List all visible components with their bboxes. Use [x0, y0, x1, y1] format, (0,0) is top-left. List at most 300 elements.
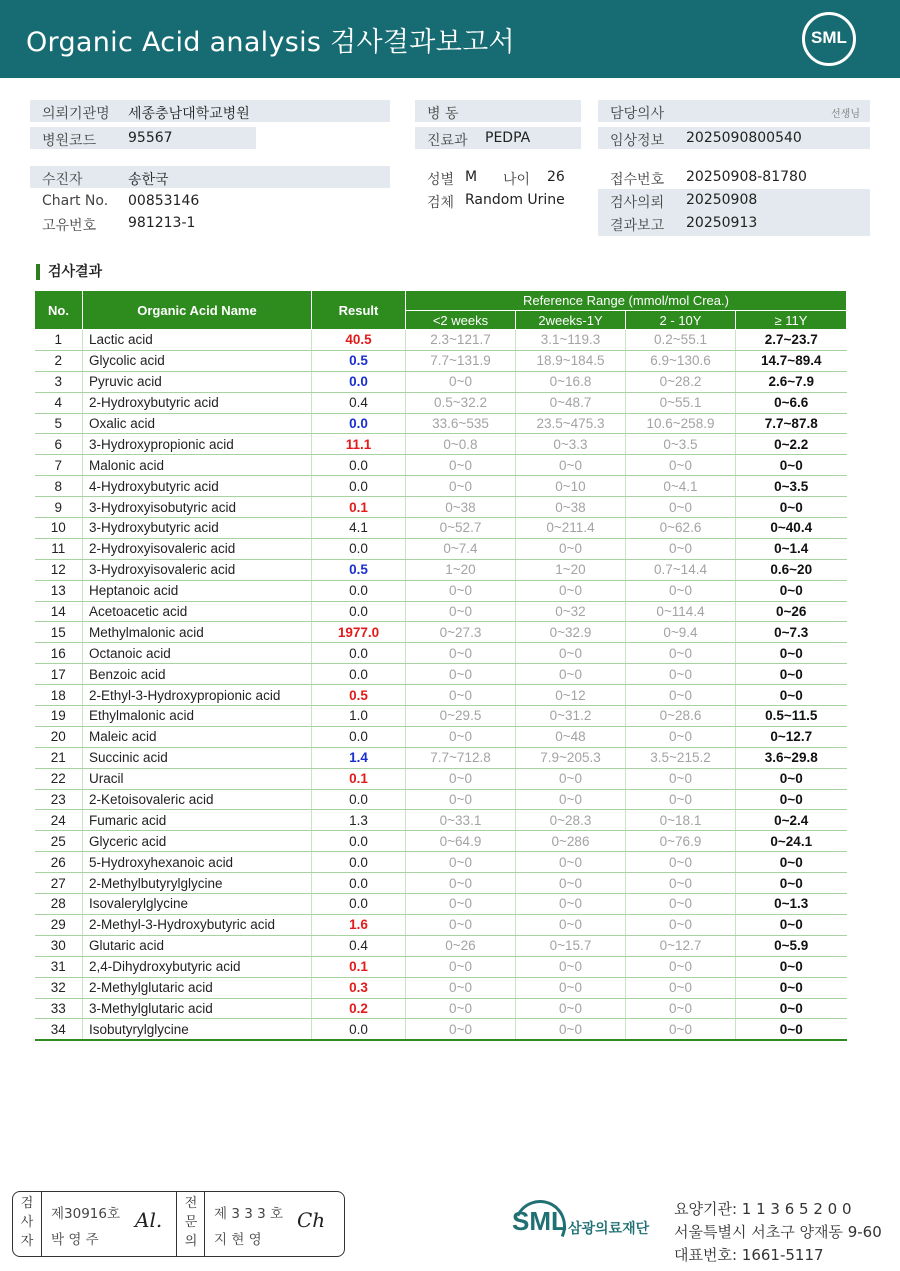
acid-name: Malonic acid — [83, 455, 312, 476]
ref-ge11y: 0~24.1 — [736, 831, 847, 852]
doctor-label: 담당의사 — [610, 106, 665, 122]
ref-ge11y: 0~0 — [736, 455, 847, 476]
result-value: 0.0 — [312, 538, 406, 559]
table-row — [35, 413, 847, 434]
sex-label: 성별 — [427, 172, 455, 188]
acid-name: 3-Methylglutaric acid — [83, 998, 312, 1019]
ref-2-10y: 0~0 — [626, 998, 736, 1019]
dept-label: 진료과 — [427, 133, 468, 149]
acid-name: 3-Hydroxybutyric acid — [83, 518, 312, 539]
ref-ge11y: 0~0 — [736, 1019, 847, 1040]
ref-2w1y: 0~0 — [516, 894, 626, 915]
table-row — [35, 434, 847, 455]
ref-2w1y: 0~15.7 — [516, 935, 626, 956]
row-number: 22 — [35, 768, 83, 789]
ref-lt2w: 7.7~131.9 — [406, 350, 516, 371]
ref-lt2w: 0~0 — [406, 789, 516, 810]
result-value: 0.0 — [312, 413, 406, 434]
chart-value: 00853146 — [128, 193, 200, 209]
ref-2-10y: 0.2~55.1 — [626, 330, 736, 351]
ref-2w1y: 0~0 — [516, 768, 626, 789]
sml-logo-icon: SML — [802, 12, 856, 66]
receipt-label: 접수번호 — [610, 172, 665, 188]
ref-2-10y: 0.7~14.4 — [626, 559, 736, 580]
table-row — [35, 685, 847, 706]
ref-ge11y: 0~2.2 — [736, 434, 847, 455]
acid-name: Isovalerylglycine — [83, 894, 312, 915]
ref-2w1y: 0~48 — [516, 726, 626, 747]
ref-2-10y: 0~55.1 — [626, 392, 736, 413]
ref-ge11y: 0~1.3 — [736, 894, 847, 915]
acid-name: 3-Hydroxyisobutyric acid — [83, 497, 312, 518]
ref-2-10y: 0~0 — [626, 873, 736, 894]
specimen-label: 검체 — [427, 195, 455, 211]
doctor-field — [598, 100, 870, 122]
hospital-code-value: 95567 — [128, 130, 173, 146]
ref-2-10y: 0~0 — [626, 455, 736, 476]
acid-name: Fumaric acid — [83, 810, 312, 831]
row-number: 4 — [35, 392, 83, 413]
table-row — [35, 643, 847, 664]
sex-value: M — [465, 169, 478, 185]
ref-ge11y: 0~7.3 — [736, 622, 847, 643]
acid-name: 3-Hydroxyisovaleric acid — [83, 559, 312, 580]
result-value: 0.0 — [312, 455, 406, 476]
table-row — [35, 747, 847, 768]
ref-ge11y: 0.6~20 — [736, 559, 847, 580]
result-value: 11.1 — [312, 434, 406, 455]
acid-name: Heptanoic acid — [83, 580, 312, 601]
ward-label: 병 동 — [427, 106, 459, 122]
institution-value: 세종충남대학교병원 — [128, 106, 250, 122]
row-number: 2 — [35, 350, 83, 371]
row-number: 5 — [35, 413, 83, 434]
acid-name: 2-Ethyl-3-Hydroxypropionic acid — [83, 685, 312, 706]
age-value: 26 — [547, 169, 565, 185]
result-value: 0.0 — [312, 789, 406, 810]
hospital-code-field — [30, 127, 256, 149]
ref-2-10y: 0~0 — [626, 977, 736, 998]
footer-logo — [512, 1200, 662, 1256]
acid-name: Acetoacetic acid — [83, 601, 312, 622]
row-number: 1 — [35, 330, 83, 351]
ref-ge11y: 0~6.6 — [736, 392, 847, 413]
stamp-doc-heading: 전 문 의 — [184, 1196, 198, 1249]
table-row — [35, 350, 847, 371]
table-row — [35, 601, 847, 622]
ref-2-10y: 0~0 — [626, 852, 736, 873]
footer-institution-code: 요양기관: 1 1 3 6 5 2 0 0 — [674, 1200, 852, 1218]
ref-ge11y: 0~5.9 — [736, 935, 847, 956]
row-number: 15 — [35, 622, 83, 643]
results-table — [34, 290, 847, 1041]
report-title: Organic Acid analysis 검사결과보고서 — [26, 27, 515, 58]
ref-2-10y: 0~0 — [626, 726, 736, 747]
ref-lt2w: 33.6~535 — [406, 413, 516, 434]
ref-2-10y: 3.5~215.2 — [626, 747, 736, 768]
row-number: 11 — [35, 538, 83, 559]
table-row — [35, 810, 847, 831]
ref-ge11y: 0~12.7 — [736, 726, 847, 747]
row-number: 27 — [35, 873, 83, 894]
ref-2-10y: 10.6~258.9 — [626, 413, 736, 434]
chart-label: Chart No. — [42, 193, 109, 209]
table-row — [35, 497, 847, 518]
result-value: 1.3 — [312, 810, 406, 831]
ref-lt2w: 0.5~32.2 — [406, 392, 516, 413]
ref-lt2w: 0~52.7 — [406, 518, 516, 539]
ref-lt2w: 7.7~712.8 — [406, 747, 516, 768]
result-value: 0.0 — [312, 894, 406, 915]
acid-name: 2-Hydroxyisovaleric acid — [83, 538, 312, 559]
table-row — [35, 768, 847, 789]
ref-2w1y: 0~0 — [516, 977, 626, 998]
institution-field — [30, 100, 390, 122]
ref-ge11y: 7.7~87.8 — [736, 413, 847, 434]
ref-2w1y: 0~3.3 — [516, 434, 626, 455]
table-row — [35, 664, 847, 685]
ref-lt2w: 0~0 — [406, 894, 516, 915]
ref-lt2w: 0~0 — [406, 873, 516, 894]
col-header-2-10y: 2 - 10Y — [626, 311, 736, 330]
ref-2-10y: 0~18.1 — [626, 810, 736, 831]
report-header — [0, 0, 900, 78]
acid-name: Uracil — [83, 768, 312, 789]
row-number: 13 — [35, 580, 83, 601]
ref-lt2w: 0~26 — [406, 935, 516, 956]
clinical-label: 임상정보 — [610, 133, 665, 149]
table-row — [35, 873, 847, 894]
ref-lt2w: 0~0 — [406, 768, 516, 789]
table-row — [35, 935, 847, 956]
acid-name: Lactic acid — [83, 330, 312, 351]
dept-value: PEDPA — [485, 130, 531, 146]
row-number: 19 — [35, 706, 83, 727]
acid-name: 2-Ketoisovaleric acid — [83, 789, 312, 810]
acid-name: Glycolic acid — [83, 350, 312, 371]
ref-2-10y: 0~0 — [626, 1019, 736, 1040]
ref-ge11y: 0~0 — [736, 664, 847, 685]
col-header-name: Organic Acid Name — [83, 291, 312, 330]
result-value: 0.0 — [312, 852, 406, 873]
ref-2w1y: 0~0 — [516, 538, 626, 559]
sex-age-field — [415, 166, 585, 188]
ref-2-10y: 0~0 — [626, 914, 736, 935]
row-number: 24 — [35, 810, 83, 831]
acid-name: Pyruvic acid — [83, 371, 312, 392]
specimen-field — [415, 189, 585, 211]
ref-2w1y: 7.9~205.3 — [516, 747, 626, 768]
row-number: 3 — [35, 371, 83, 392]
ref-ge11y: 0~2.4 — [736, 810, 847, 831]
signature-stamp — [12, 1191, 345, 1257]
result-value: 0.0 — [312, 601, 406, 622]
ref-ge11y: 0~0 — [736, 685, 847, 706]
table-row — [35, 706, 847, 727]
institution-label: 의뢰기관명 — [42, 106, 110, 122]
result-value: 0.4 — [312, 935, 406, 956]
col-header-ge11y: ≥ 11Y — [736, 311, 847, 330]
unique-label: 고유번호 — [42, 218, 97, 234]
result-value: 0.0 — [312, 580, 406, 601]
row-number: 8 — [35, 476, 83, 497]
footer-phone: 대표번호: 1661-5117 — [674, 1246, 824, 1264]
ref-2-10y: 0~0 — [626, 789, 736, 810]
age-label: 나이 — [503, 172, 531, 188]
ref-lt2w: 2.3~121.7 — [406, 330, 516, 351]
request-label: 검사의뢰 — [610, 195, 665, 211]
ref-ge11y: 0~0 — [736, 768, 847, 789]
doctor-suffix: 선생님 — [831, 109, 860, 120]
clinical-value: 2025090800540 — [686, 130, 802, 146]
table-row — [35, 538, 847, 559]
ref-lt2w: 0~27.3 — [406, 622, 516, 643]
clinical-field — [598, 127, 870, 149]
ref-2-10y: 0~0 — [626, 956, 736, 977]
ref-2w1y: 0~0 — [516, 643, 626, 664]
ref-2w1y: 0~16.8 — [516, 371, 626, 392]
table-row — [35, 852, 847, 873]
ref-lt2w: 0~0 — [406, 643, 516, 664]
ref-2-10y: 0~114.4 — [626, 601, 736, 622]
col-header-result: Result — [312, 291, 406, 330]
ref-2-10y: 0~12.7 — [626, 935, 736, 956]
table-row — [35, 1019, 847, 1040]
patient-field — [30, 166, 390, 188]
row-number: 21 — [35, 747, 83, 768]
table-row — [35, 998, 847, 1019]
row-number: 33 — [35, 998, 83, 1019]
acid-name: Methylmalonic acid — [83, 622, 312, 643]
ref-ge11y: 0~0 — [736, 497, 847, 518]
acid-name: 2-Methyl-3-Hydroxybutyric acid — [83, 914, 312, 935]
ref-2w1y: 0~31.2 — [516, 706, 626, 727]
ref-2-10y: 0~0 — [626, 768, 736, 789]
row-number: 9 — [35, 497, 83, 518]
ref-2-10y: 0~0 — [626, 497, 736, 518]
ref-ge11y: 0~0 — [736, 852, 847, 873]
result-value: 0.1 — [312, 956, 406, 977]
ref-lt2w: 0~0 — [406, 580, 516, 601]
table-row — [35, 559, 847, 580]
ref-2-10y: 0~0 — [626, 580, 736, 601]
table-row — [35, 371, 847, 392]
row-number: 26 — [35, 852, 83, 873]
acid-name: Succinic acid — [83, 747, 312, 768]
stamp-tech-heading: 검 사 자 — [20, 1196, 34, 1249]
result-value: 0.2 — [312, 998, 406, 1019]
ref-ge11y: 0~0 — [736, 998, 847, 1019]
result-value: 1.0 — [312, 706, 406, 727]
ref-lt2w: 0~0 — [406, 852, 516, 873]
request-report-field — [598, 189, 870, 236]
stamp-tech-license: 제30916호 — [51, 1206, 121, 1222]
table-row — [35, 518, 847, 539]
table-row — [35, 580, 847, 601]
ref-2-10y: 0~0 — [626, 685, 736, 706]
table-row — [35, 622, 847, 643]
row-number: 14 — [35, 601, 83, 622]
ref-2-10y: 0~0 — [626, 538, 736, 559]
row-number: 28 — [35, 894, 83, 915]
table-row — [35, 476, 847, 497]
ref-2w1y: 1~20 — [516, 559, 626, 580]
footer-logo-mark: SML — [512, 1206, 567, 1236]
receipt-value: 20250908-81780 — [686, 169, 807, 185]
result-value: 0.5 — [312, 559, 406, 580]
ref-2w1y: 0~0 — [516, 580, 626, 601]
ref-lt2w: 0~0 — [406, 998, 516, 1019]
ref-lt2w: 0~33.1 — [406, 810, 516, 831]
acid-name: 4-Hydroxybutyric acid — [83, 476, 312, 497]
report-label: 결과보고 — [610, 218, 665, 234]
stamp-tech-signature: Al. — [135, 1208, 163, 1232]
ref-2w1y: 23.5~475.3 — [516, 413, 626, 434]
table-row — [35, 914, 847, 935]
result-value: 0.4 — [312, 392, 406, 413]
ward-field — [415, 100, 581, 122]
results-section-title: 검사결과 — [36, 264, 102, 280]
ref-ge11y: 0~1.4 — [736, 538, 847, 559]
ref-lt2w: 0~64.9 — [406, 831, 516, 852]
row-number: 17 — [35, 664, 83, 685]
ref-2-10y: 0~3.5 — [626, 434, 736, 455]
report-value: 20250913 — [686, 215, 758, 231]
result-value: 0.0 — [312, 831, 406, 852]
row-number: 10 — [35, 518, 83, 539]
result-value: 40.5 — [312, 330, 406, 351]
ref-2-10y: 0~4.1 — [626, 476, 736, 497]
ref-ge11y: 0~3.5 — [736, 476, 847, 497]
result-value: 0.0 — [312, 726, 406, 747]
ref-lt2w: 0~0 — [406, 685, 516, 706]
footer-address: 서울특별시 서초구 양재동 9-60 — [674, 1223, 882, 1241]
receipt-field — [598, 166, 870, 188]
acid-name: Glutaric acid — [83, 935, 312, 956]
row-number: 6 — [35, 434, 83, 455]
ref-2-10y: 0~28.2 — [626, 371, 736, 392]
ref-2-10y: 0~62.6 — [626, 518, 736, 539]
result-value: 0.1 — [312, 497, 406, 518]
ref-2-10y: 0~0 — [626, 664, 736, 685]
row-number: 25 — [35, 831, 83, 852]
patient-value: 송한국 — [128, 172, 169, 188]
stamp-doc-name: 지 현 영 — [214, 1232, 262, 1248]
ref-2w1y: 0~38 — [516, 497, 626, 518]
result-value: 0.0 — [312, 873, 406, 894]
ref-ge11y: 0~0 — [736, 580, 847, 601]
ref-ge11y: 0~0 — [736, 643, 847, 664]
ref-ge11y: 3.6~29.8 — [736, 747, 847, 768]
table-row — [35, 894, 847, 915]
unique-value: 981213-1 — [128, 215, 196, 231]
ref-2w1y: 0~0 — [516, 956, 626, 977]
table-row — [35, 789, 847, 810]
unique-field — [30, 212, 390, 234]
result-value: 0.1 — [312, 768, 406, 789]
ref-ge11y: 0~0 — [736, 956, 847, 977]
table-row — [35, 956, 847, 977]
dept-field — [415, 127, 581, 149]
acid-name: Isobutyrylglycine — [83, 1019, 312, 1040]
ref-2w1y: 0~286 — [516, 831, 626, 852]
results-body — [35, 330, 847, 1040]
ref-ge11y: 0~40.4 — [736, 518, 847, 539]
ref-lt2w: 0~0 — [406, 455, 516, 476]
ref-2w1y: 0~12 — [516, 685, 626, 706]
row-number: 23 — [35, 789, 83, 810]
acid-name: 5-Hydroxyhexanoic acid — [83, 852, 312, 873]
ref-2w1y: 0~211.4 — [516, 518, 626, 539]
result-value: 1.6 — [312, 914, 406, 935]
result-value: 0.0 — [312, 371, 406, 392]
acid-name: 3-Hydroxypropionic acid — [83, 434, 312, 455]
acid-name: Oxalic acid — [83, 413, 312, 434]
row-number: 31 — [35, 956, 83, 977]
ref-lt2w: 0~0 — [406, 914, 516, 935]
ref-lt2w: 0~0 — [406, 1019, 516, 1040]
ref-2w1y: 0~10 — [516, 476, 626, 497]
row-number: 30 — [35, 935, 83, 956]
ref-2w1y: 3.1~119.3 — [516, 330, 626, 351]
ref-ge11y: 0~0 — [736, 789, 847, 810]
result-value: 0.0 — [312, 664, 406, 685]
ref-2w1y: 0~0 — [516, 998, 626, 1019]
result-value: 0.0 — [312, 643, 406, 664]
acid-name: Octanoic acid — [83, 643, 312, 664]
ref-2-10y: 0~76.9 — [626, 831, 736, 852]
patient-label: 수진자 — [42, 172, 83, 188]
ref-lt2w: 0~0 — [406, 956, 516, 977]
ref-2w1y: 0~0 — [516, 873, 626, 894]
hospital-code-label: 병원코드 — [42, 133, 97, 149]
acid-name: 2,4-Dihydroxybutyric acid — [83, 956, 312, 977]
specimen-value: Random Urine — [465, 192, 565, 208]
ref-lt2w: 0~0 — [406, 726, 516, 747]
ref-ge11y: 0~26 — [736, 601, 847, 622]
col-header-no: No. — [35, 291, 83, 330]
row-number: 18 — [35, 685, 83, 706]
ref-2w1y: 0~0 — [516, 852, 626, 873]
row-number: 29 — [35, 914, 83, 935]
ref-2-10y: 6.9~130.6 — [626, 350, 736, 371]
row-number: 20 — [35, 726, 83, 747]
result-value: 0.5 — [312, 685, 406, 706]
row-number: 34 — [35, 1019, 83, 1040]
row-number: 12 — [35, 559, 83, 580]
ref-2w1y: 0~0 — [516, 455, 626, 476]
ref-lt2w: 0~0 — [406, 664, 516, 685]
ref-2w1y: 0~48.7 — [516, 392, 626, 413]
result-value: 0.5 — [312, 350, 406, 371]
ref-2w1y: 0~32 — [516, 601, 626, 622]
ref-2-10y: 0~0 — [626, 643, 736, 664]
acid-name: Ethylmalonic acid — [83, 706, 312, 727]
ref-lt2w: 0~38 — [406, 497, 516, 518]
result-value: 1977.0 — [312, 622, 406, 643]
acid-name: Benzoic acid — [83, 664, 312, 685]
table-row — [35, 977, 847, 998]
chart-field — [30, 190, 390, 212]
ref-2w1y: 0~0 — [516, 789, 626, 810]
stamp-doc-signature: Ch — [297, 1208, 326, 1232]
ref-lt2w: 0~29.5 — [406, 706, 516, 727]
ref-2w1y: 0~32.9 — [516, 622, 626, 643]
col-header-reference: Reference Range (mmol/mol Crea.) — [406, 291, 847, 311]
ref-ge11y: 2.6~7.9 — [736, 371, 847, 392]
acid-name: 2-Methylglutaric acid — [83, 977, 312, 998]
ref-lt2w: 0~0 — [406, 977, 516, 998]
